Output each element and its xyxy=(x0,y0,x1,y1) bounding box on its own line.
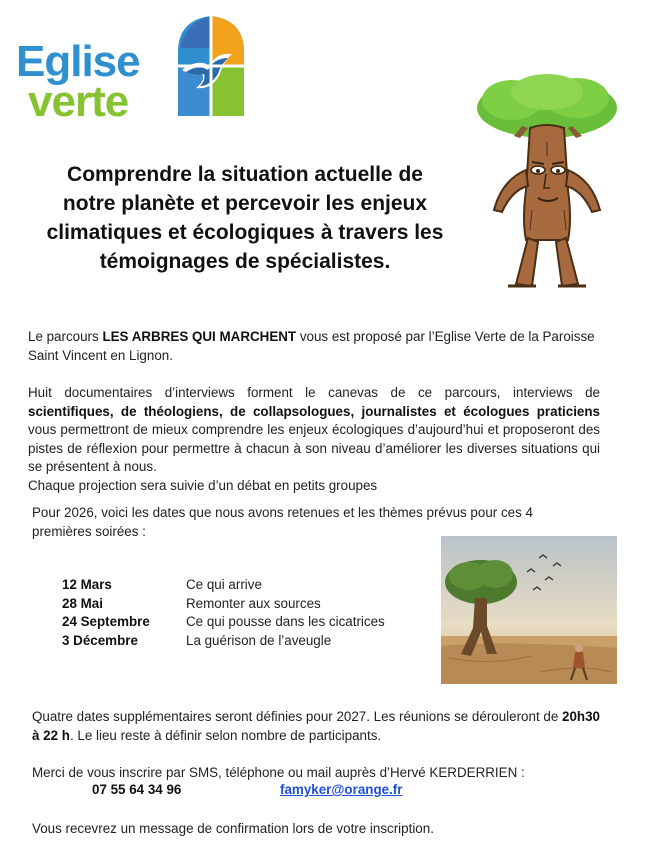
schedule-row xyxy=(62,632,385,651)
church-window-dove-icon xyxy=(172,14,250,116)
schedule-theme: Remonter aux sources xyxy=(186,595,321,611)
docs-suffix: vous permettront de mieux comprendre les enjeux écologiques d’aujourd’hui et proposeront des pistes de réflexion pour permettre à chacun à son niveau d’améliorer les diverses situations qui se présentent à nous. xyxy=(28,422,600,475)
docs-prefix: Huit documentaires d’interviews forment le canevas de ce parcours, interviews de xyxy=(28,385,600,400)
meeting-time: 20h30 à 22 h xyxy=(32,709,600,743)
schedule-date: 3 Décembre xyxy=(62,632,138,648)
dates-intro: Pour 2026, voici les dates que nous avons retenues et les thèmes prévus pour ces 4 premières soirées : xyxy=(32,505,533,539)
schedule-theme: La guérison de l’aveugle xyxy=(186,632,332,648)
headline: Comprendre la situation actuelle de notre planète et percevoir les enjeux climatiques et écologiques à travers les témoignages de spécialistes. xyxy=(46,163,444,273)
schedule-date: 12 Mars xyxy=(62,577,112,592)
walking-tree-photo xyxy=(441,536,617,684)
contact-email-link[interactable]: famyker@orange.fr xyxy=(280,782,403,797)
schedule-date: 24 Septembre xyxy=(62,614,150,629)
schedule-theme: Ce qui pousse dans les cicatrices xyxy=(186,614,385,629)
schedule-date: 28 Mai xyxy=(62,595,103,611)
intro-suffix: vous est proposé par l’Eglise Verte de la Paroisse Saint Vincent en Lignon. xyxy=(28,329,595,363)
intro-prefix: Le parcours xyxy=(28,329,103,344)
extra-suffix: . Le lieu reste à définir selon nombre de participants. xyxy=(69,727,382,743)
documentaries-paragraph xyxy=(28,384,600,477)
extra-dates-paragraph xyxy=(32,708,602,745)
contact-phone[interactable]: 07 55 64 34 96 xyxy=(92,782,182,797)
schedule-list xyxy=(62,576,385,650)
logo-eglise: Eglise xyxy=(16,37,140,86)
contact-text: Merci de vous inscrire par SMS, téléphone ou mail auprès d’Hervé KERDERRIEN : xyxy=(32,765,525,780)
program-name: LES ARBRES QUI MARCHENT xyxy=(102,329,297,344)
logo-verte: verte xyxy=(28,77,129,126)
tree-character-illustration xyxy=(472,70,622,295)
experts-list: scientifiques, de théologiens, de collapsologues, journalistes et écologues praticiens xyxy=(28,403,600,419)
debate-line: Chaque projection sera suivie d’un débat en petits groupes xyxy=(28,478,378,493)
schedule-theme: Ce qui arrive xyxy=(186,577,262,592)
extra-prefix: Quatre dates supplémentaires seront définies pour 2027. Les réunions se dérouleront de xyxy=(32,709,563,724)
schedule-row xyxy=(62,576,385,595)
confirmation-text: Vous recevrez un message de confirmation lors de votre inscription. xyxy=(32,821,434,836)
intro-paragraph xyxy=(28,328,600,365)
schedule-row xyxy=(62,595,385,614)
schedule-row xyxy=(62,613,385,632)
